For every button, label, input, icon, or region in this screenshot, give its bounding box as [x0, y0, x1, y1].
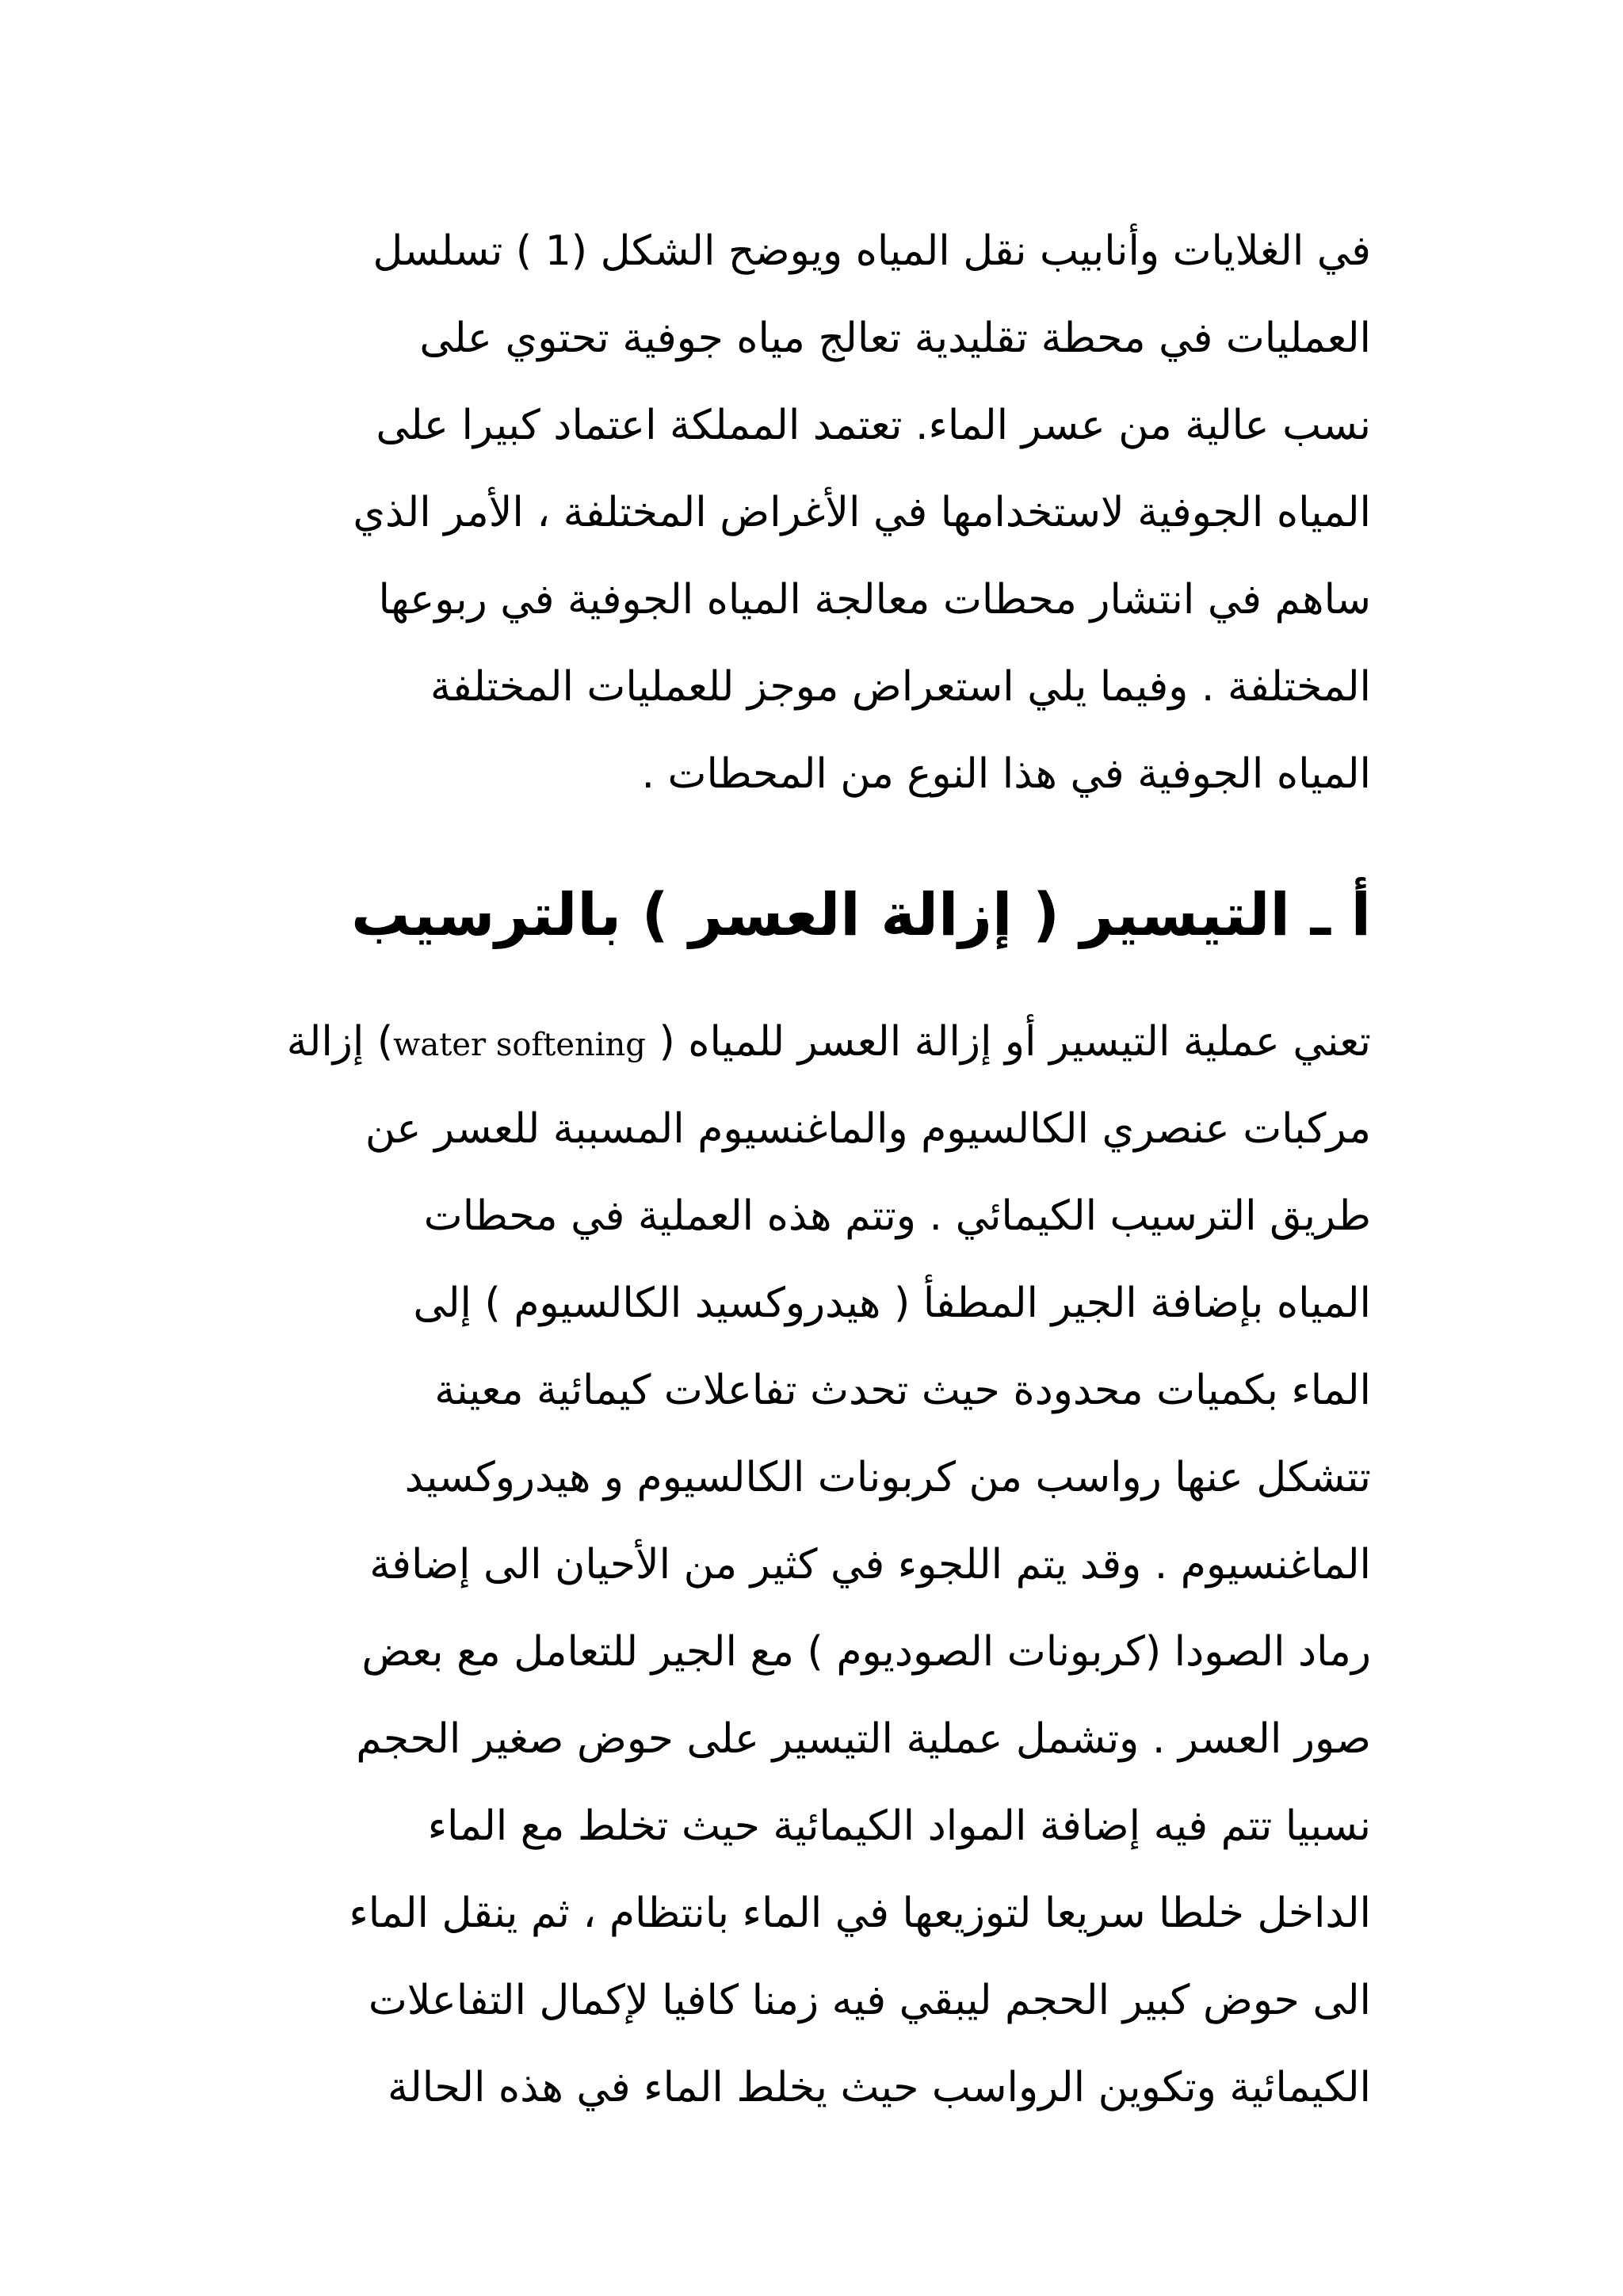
paragraph-line: الكيمائية وتكوين الرواسب حيث يخلط الماء في هذه الحالة — [387, 2064, 1371, 2111]
paragraph-line: نسبيا تتم فيه إضافة المواد الكيمائية حيث تخلط مع الماء — [427, 1802, 1371, 1850]
paragraph-line: المياه بإضافة الجير المطفأ ( هيدروكسيد الكالسيوم ) إلى — [413, 1280, 1371, 1327]
paragraph-line: الماغنسيوم . وقد يتم اللجوء في كثير من الأحيان الى إضافة — [369, 1541, 1371, 1589]
paragraph-line: في الغلايات وأنابيب نقل المياه ويوضح الشكل (1 ) تسلسل — [372, 227, 1371, 275]
paragraph-line: طريق الترسيب الكيمائي . وتتم هذه العملية في محطات — [423, 1192, 1371, 1240]
paragraph-line: المختلفة . وفيما يلي استعراض موجز للعمليات المختلفة — [430, 663, 1371, 711]
paragraph-line: ساهم في انتشار محطات معالجة المياه الجوفية في ربوعها — [378, 576, 1371, 624]
paragraph-line — [238, 998, 1371, 1085]
paragraph-line: الماء بكميات محدودة حيث تحدث تفاعلات كيمائية معينة — [434, 1367, 1371, 1414]
softening-paragraph — [238, 998, 1371, 2131]
paragraph-line: مركبات عنصري الكالسيوم والماغنسيوم المسببة للعسر عن — [365, 1105, 1371, 1153]
paragraph-line: رماد الصودا (كربونات الصوديوم ) مع الجير للتعامل مع بعض — [361, 1628, 1371, 1676]
line-segment: تعني عملية التيسير أو إزالة العسر للمياه ( — [659, 1018, 1371, 1066]
paragraph-line: نسب عالية من عسر الماء. تعتمد المملكة اعتماد كبيرا على — [376, 402, 1371, 449]
paragraph-line: العمليات في محطة تقليدية تعالج مياه جوفية تحتوي على — [419, 315, 1371, 362]
paragraph-line: الداخل خلطا سريعا لتوزيعها في الماء بانتظام ، ثم ينقل الماء — [349, 1890, 1371, 1937]
paragraph-line: صور العسر . وتشمل عملية التيسير على حوض صغير الحجم — [356, 1715, 1371, 1763]
paragraph-line: الى حوض كبير الحجم ليبقي فيه زمنا كافيا لإكمال التفاعلات — [368, 1977, 1371, 2024]
paragraph-line: المياه الجوفية لاستخدامها في الأغراض المختلفة ، الأمر الذي — [353, 489, 1371, 536]
line-segment: ) إزالة — [286, 1018, 394, 1066]
section-heading: أ ـ التيسير ( إزالة العسر ) بالترسيب — [351, 881, 1371, 949]
paragraph-line: تتشكل عنها رواسب من كربونات الكالسيوم و هيدروكسيد — [404, 1454, 1371, 1501]
intro-paragraph — [238, 208, 1371, 818]
english-term: water softening — [393, 1027, 646, 1063]
paragraph-line: المياه الجوفية في هذا النوع من المحطات . — [641, 750, 1371, 798]
